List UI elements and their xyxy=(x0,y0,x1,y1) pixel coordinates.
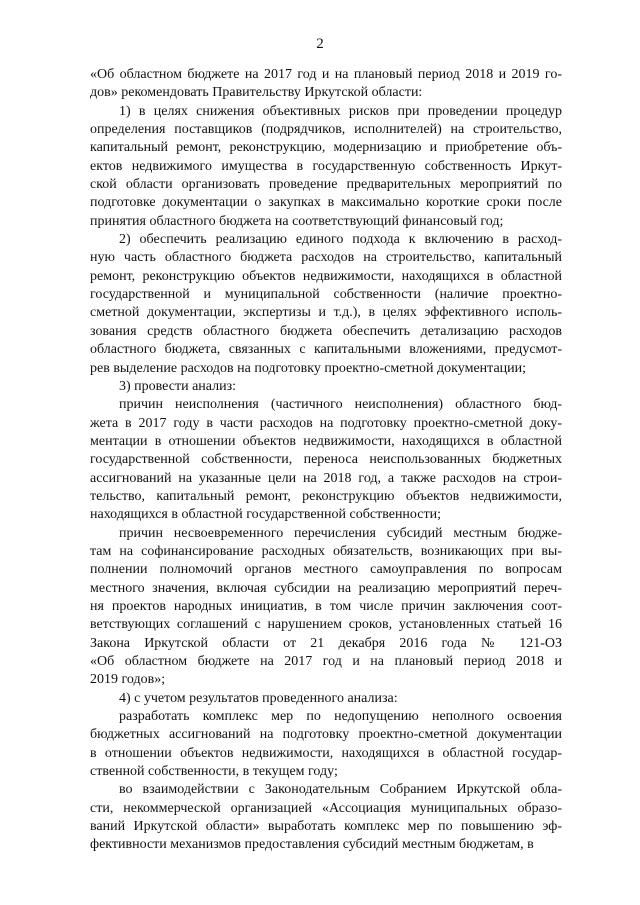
paragraph xyxy=(90,525,562,690)
text-line: «Об областном бюджете на 2017 год и на плановый период 2018 и 2019 го- xyxy=(90,67,562,82)
text-line: 1) в целях снижения объективных рисков при проведении процедур xyxy=(119,103,562,119)
text-line: местного значения, включая субсидии на реализацию мероприятий переч- xyxy=(90,580,562,596)
paragraph xyxy=(90,231,562,378)
text-line: зования средств областного бюджета обеспечить детализацию расходов xyxy=(90,323,562,339)
text-line: ственной собственности, в текущем году; xyxy=(90,764,338,780)
paragraph xyxy=(90,396,562,524)
text-line: находящихся в областной государственной собственности; xyxy=(90,507,441,523)
text-line: областного бюджета, связанных с капитальными вложениями, предусмот- xyxy=(90,342,562,358)
text-line: 2) обеспечить реализацию единого подхода к включению в расход- xyxy=(119,232,562,248)
text-line: ментации в отношении объектов недвижимости, находящихся в областной xyxy=(90,433,562,449)
text-line: определения поставщиков (подрядчиков, исполнителей) на строительство, xyxy=(90,122,562,138)
text-line: тельство, капитальный ремонт, реконструкцию объектов недвижимости, xyxy=(90,488,562,504)
text-line: 4) с учетом результатов проведенного анализа: xyxy=(119,690,398,706)
text-line: ветствующих соглашений с нарушением сроков, установленных статьей 16 xyxy=(90,617,562,633)
text-line: сти, некоммерческой организацией «Ассоциация муниципальных образо- xyxy=(90,800,562,816)
paragraph xyxy=(90,690,562,708)
text-line: государственной собственности, переноса неиспользованных бюджетных xyxy=(90,452,562,468)
text-line: бюджетных ассигнований на подготовку проектно-сметной документации xyxy=(90,727,562,743)
text-line: государственной и муниципальной собственности (наличие проектно- xyxy=(90,287,562,303)
text-line: 3) провести анализ: xyxy=(119,378,237,394)
paragraph xyxy=(90,781,562,854)
text-line: сметной документации, экспертизы и т.д.), в целях эффективного исполь- xyxy=(90,305,562,321)
paragraph xyxy=(90,378,562,396)
text-line: в отношении объектов недвижимости, находящихся в областной государ- xyxy=(90,745,562,761)
document-body xyxy=(90,66,562,855)
text-line: фективности механизмов предоставления субсидий местным бюджетам, в xyxy=(90,837,534,853)
text-line: «Об областном бюджете на 2017 год и на плановый период 2018 и xyxy=(90,654,562,669)
text-line: рев выделение расходов на подготовку проектно-сметной документации; xyxy=(90,360,527,376)
page-number: 2 xyxy=(316,36,324,52)
text-line: дов» рекомендовать Правительству Иркутской области: xyxy=(90,85,423,101)
text-line: ремонт, реконструкцию объектов недвижимости, находящихся в областной xyxy=(90,268,562,284)
text-line: ня проектов народных инициатив, в том числе причин заключения соот- xyxy=(90,598,562,614)
paragraph xyxy=(90,103,562,231)
text-line: подготовке документации о закупках в максимально короткие сроки после xyxy=(90,195,562,211)
text-line: там на софинансирование расходных обязательств, возникающих при вы- xyxy=(90,543,562,559)
text-line: ассигнований на указанные цели на 2018 год, а также расходов на строи- xyxy=(90,470,562,486)
text-line: жета в 2017 году в части расходов на подготовку проектно-сметной доку- xyxy=(90,415,562,431)
text-line: причин несвоевременного перечисления субсидий местным бюдже- xyxy=(119,525,562,541)
paragraph xyxy=(90,66,562,103)
text-line: Закона Иркутской области от 21 декабря 2016 года № 121-ОЗ xyxy=(90,635,562,651)
text-line: во взаимодействии с Законодательным Собранием Иркутской обла- xyxy=(119,782,562,798)
text-line: 2019 годов»; xyxy=(90,672,166,688)
text-line: причин неисполнения (частичного неисполнения) областного бюд- xyxy=(119,397,562,413)
paragraph xyxy=(90,708,562,781)
text-line: разработать комплекс мер по недопущению неполного освоения xyxy=(119,709,562,725)
text-line: ектов недвижимого имущества в государственную собственность Иркут- xyxy=(90,158,562,174)
text-line: принятия областного бюджета на соответствующий финансовый год; xyxy=(90,213,504,229)
text-line: ской области организовать проведение предварительных мероприятий по xyxy=(90,177,562,193)
text-line: капитальный ремонт, реконструкцию, модернизацию и приобретение объ- xyxy=(90,140,562,156)
text-line: ваний Иркутской области» выработать комплекс мер по повышению эф- xyxy=(90,819,562,835)
text-line: полнении полномочий органов местного самоуправления по вопросам xyxy=(90,562,562,578)
text-line: ную часть областного бюджета расходов на строительство, капитальный xyxy=(90,250,562,266)
